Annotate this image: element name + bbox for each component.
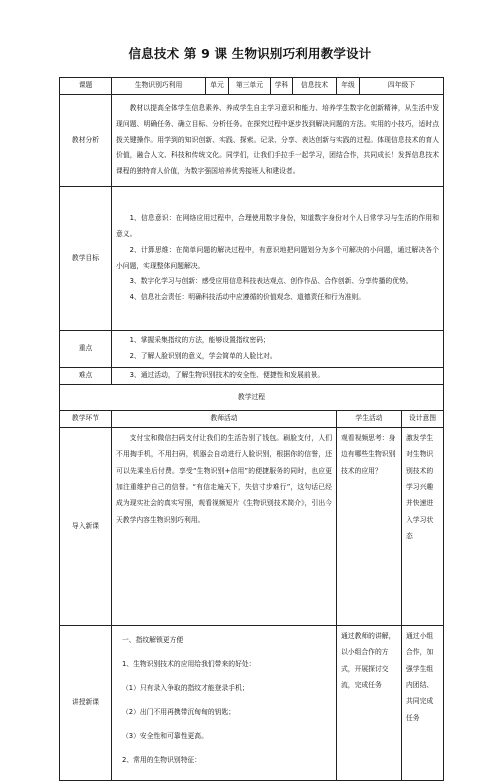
grade-value: 四年级下 (360, 78, 444, 95)
process-header-row (60, 384, 444, 410)
keypoints-row (60, 331, 444, 368)
keypoint-item: 1、掌握采集指纹的方法，能够设置指纹密码； (129, 336, 270, 344)
teacher-new-line: （3）安全性和可靠性更高。 (122, 731, 208, 740)
goals-row (60, 187, 444, 331)
analysis-cell (112, 95, 444, 187)
goal-item: 1、信息意识：在网络应用过程中，合理使用数字身份，知道数字身份对个人日常学习与生活的作用和意义。 (116, 213, 439, 238)
stage-intro: 导入新课 (60, 427, 112, 625)
topic-value: 生物识别巧利用 (112, 78, 206, 95)
analysis-label: 教材分析 (60, 95, 112, 187)
keypoint-item: 2、了解人脸识别的意义，学会简单的人脸比对。 (129, 351, 277, 360)
process-header: 教学过程 (60, 384, 444, 410)
subject-value: 信息技术 (293, 78, 337, 95)
teacher-new-cell (112, 625, 337, 780)
difficulty-label: 难点 (60, 367, 112, 384)
teacher-intro-cell (112, 427, 337, 625)
teacher-intro-text: 支付宝和微信扫码支付让我们的生活告别了钱包。刷脸支付，人们不用掏手机，不用扫码，机器会自动进行人脸识别，根据你的信誉，还可以先乘坐后付费。享受“生物识别+信用”的便捷服务的同时，也应更加注重维护自己的信誉。“有信走遍天下，失信寸步难行”，这句话已经成为现实社会的真实写照，观看视频短片《生物识别技术简介》，引出今天教学内容生物识别巧利用。 (116, 433, 332, 524)
goal-item: 2、计算思维：在简单问题的解决过程中，有意识地把问题划分为多个可解决的小问题，通过解决各个小问题，实现整体问题解决。 (116, 245, 439, 270)
teacher-new-line: 一、指纹解锁更方便 (122, 635, 184, 644)
difficulty-row (60, 367, 444, 384)
goals-cell (112, 187, 444, 331)
lesson-plan-table (59, 77, 444, 781)
teacher-new-line: （2）出门不用再携带沉甸甸的钥匙； (122, 707, 236, 716)
topic-label: 课题 (60, 78, 112, 95)
goals-label: 教学目标 (60, 187, 112, 331)
grade-label: 年级 (337, 78, 360, 95)
subject-label: 学科 (271, 78, 293, 95)
page-title: 信息技术 第 9 课 生物识别巧利用教学设计 (128, 46, 372, 61)
col-student: 学生活动 (337, 410, 402, 427)
process-row-new (60, 625, 444, 780)
unit-value: 第三单元 (229, 78, 271, 95)
intent-new-cell (402, 625, 444, 780)
intent-new-text: 通过小组合作，加强学生组内团结、共同完成任务 (406, 631, 434, 722)
student-intro-cell (337, 427, 402, 625)
difficulty-text: 3、通过活动，了解生物识别技术的安全性、便捷性和发展前景。 (129, 371, 325, 380)
process-row-intro (60, 427, 444, 625)
teacher-new-line: 2、常用的生物识别特征： (122, 755, 202, 764)
stage-new: 讲授新课 (60, 625, 112, 780)
col-teacher: 教师活动 (112, 410, 337, 427)
keypoints-cell (112, 331, 444, 368)
analysis-row (60, 95, 444, 187)
unit-label: 单元 (206, 78, 229, 95)
process-columns-row (60, 410, 444, 427)
student-intro-text: 观看视频思考：身边有哪些生物识别技术的应用？ (341, 433, 396, 475)
student-new-text: 通过教师的讲解，以小组合作的方式，开展探讨交流，完成任务 (341, 631, 396, 689)
student-new-cell (337, 625, 402, 780)
col-intent: 设计意图 (402, 410, 444, 427)
teacher-new-line: 1、生物识别技术的应用给我们带来的好处： (122, 659, 256, 668)
analysis-text: 教材以提高全体学生信息素养、养成学生自主学习意识和能力、培养学生数字化创新精神，从生活中发现问题、明确任务、确立目标、分析任务。在探究过程中逐步找到解决问题的方法。实用的小技巧，适时点拨关键操作。用学到的知识创新、实践、探索。记录、分享、表达创新与实践的过程。体现信息技术的育人价值，融合人文、科技和传统文化。同学们，让我们手拉手一起学习，团结合作，共同成长！发挥信息技术课程的独特育人价值，为数字强国培养优秀接班人和建设者。 (116, 103, 439, 176)
goal-item: 4、信息社会责任：明确科技活动中应遵循的价值观念、道德责任和行为准则。 (129, 293, 366, 302)
goal-item: 3、数字化学习与创新：感受应用信息科技表达观点、创作作品、合作创新、分享传播的优势。 (129, 277, 413, 286)
col-stage: 教学环节 (60, 410, 112, 427)
intent-intro-cell (402, 427, 444, 625)
difficulty-cell (112, 367, 444, 384)
teacher-new-line: （1）只有录入争取的指纹才能登录手机； (122, 683, 249, 692)
keypoints-label: 重点 (60, 331, 112, 368)
intent-intro-text: 激发学生对生物识别技术的学习兴趣并快速进入学习状态 (406, 433, 434, 540)
meta-row (60, 78, 444, 95)
